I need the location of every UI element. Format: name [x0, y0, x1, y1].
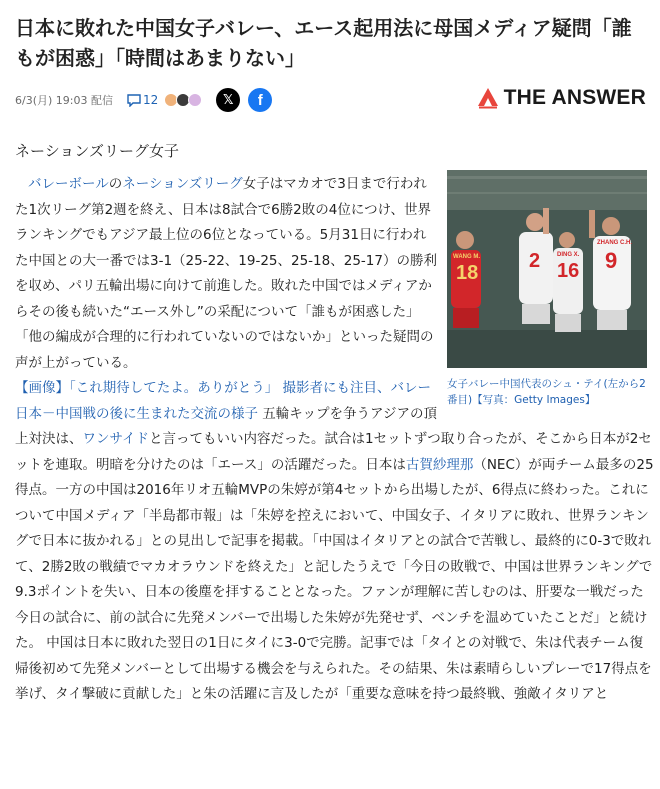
body-text: 女子はマカオで3日まで行われた1次リーグ第2週を終え、日本は8試合で6勝2敗の4位につけ、世界ランキングでもアジア最上位の6位となっている。5月31日に行われた中国との大一番では3-1（25-22、19-25、25-18、25-17）の勝利を収め、パリ五輪出場に向けて前進した。敗れた中国ではメディアからその後も続いた“エース外し”の采配について「誰もが困惑した」「他の編成が合理的に行われていないのではないか」といった疑問の声が上がっている。 — [15, 176, 437, 371]
article-paragraph — [15, 376, 655, 708]
article-body — [15, 172, 655, 708]
volleyball-link[interactable]: バレーボール — [28, 176, 109, 192]
jersey-name: DING X. — [557, 252, 580, 258]
publish-date: 6/3(月) 19:03 配信 — [15, 94, 113, 107]
article-meta — [15, 87, 280, 113]
jersey-name: WANG M. — [453, 254, 480, 260]
jersey-number: 9 — [605, 248, 618, 273]
photo-spacer — [437, 172, 655, 420]
reaction-faces[interactable] — [164, 93, 200, 107]
body-text: の — [108, 176, 123, 192]
share-facebook-button[interactable] — [248, 88, 272, 112]
one-sided-link[interactable]: ワンサイド — [82, 431, 150, 447]
article-headline: 日本に敗れた中国女子バレー、エース起用法に母国メディア疑問「誰もが困惑」「時間はあまりない」 — [15, 16, 632, 70]
comments-button[interactable] — [127, 93, 158, 107]
player-koga-link[interactable]: 古賀紗理那 — [405, 456, 474, 473]
publisher-logo[interactable] — [477, 86, 646, 110]
jersey-name: ZHANG C.H. — [597, 240, 632, 246]
nations-league-link[interactable]: ネーションズリーグ — [122, 176, 243, 192]
jersey-number: 2 — [529, 250, 541, 272]
x-icon: 𝕏 — [223, 92, 234, 108]
share-x-button[interactable] — [216, 88, 240, 112]
answer-logo-icon — [477, 87, 499, 109]
related-gallery-link[interactable]: 【画像】「これ期待してたよ。ありがとう」 撮影者にも注目、バレー日本－中国戦の後に生まれた交流の様子 — [15, 380, 432, 422]
body-text: 五輪キップを争うアジアの頂上対決は、 — [15, 405, 437, 447]
body-text: （NEC）が両チーム最多の25得点。一方の中国は2016年リオ五輪MVPの朱婷が第4セットから出場したが、6得点に終わった。これについて中国メディア「半島都市報」は「朱婷を控えにおいて、中国女子、イタリアに敗れ、世界ランキングで日本に抜かれる」との見出しで記事を掲載。「中国はイタリアとの試合で苦戦し、最終的に0-3で敗れて、2勝2敗の戦績でマカオラウンドを終えた」と記したうえで「今日の敗戦で、中国は世界ランキングで9.3ポイントを失い、日本の後塵を拝することとなった。ファンが理解に苦しむのは、肝要な一戦だった今日の試合に、前の試合に先発メンバーで出場した朱婷が先発せず、ベンチを温めていたことだ」と続けた。 中国は日本に敗れた翌日の1日にタイに3-0で完勝。記事では「タイとの対戦で、朱は代表チーム復帰後初めて先発メンバーとして出場する機会を与えられた。その結果、朱は素晴らしいプレーで17得点を挙げ、タイ撃破に貢献した」と朱の活躍に言及したが「重要な意味を持つ最終戦、強敵イタリアと — [15, 456, 654, 702]
body-text: と言ってもいい内容だった。試合は1セットずつ取り合ったが、そこから日本が2セットを連取。明暗を分けたのは「エース」の活躍だった。日本は — [15, 431, 652, 473]
reaction-face-icon — [188, 93, 202, 107]
comments-count: 12 — [142, 93, 159, 107]
jersey-number: 16 — [557, 260, 580, 282]
section-title: ネーションズリーグ女子 — [15, 142, 179, 160]
publisher-name: THE ANSWER — [503, 86, 646, 109]
facebook-icon: f — [257, 91, 263, 109]
comment-icon — [127, 94, 141, 107]
jersey-number: 18 — [456, 262, 479, 284]
photo-caption: 女子バレー中国代表のシュ・テイ(左から2番目)【写真：Getty Images】 — [447, 378, 646, 406]
